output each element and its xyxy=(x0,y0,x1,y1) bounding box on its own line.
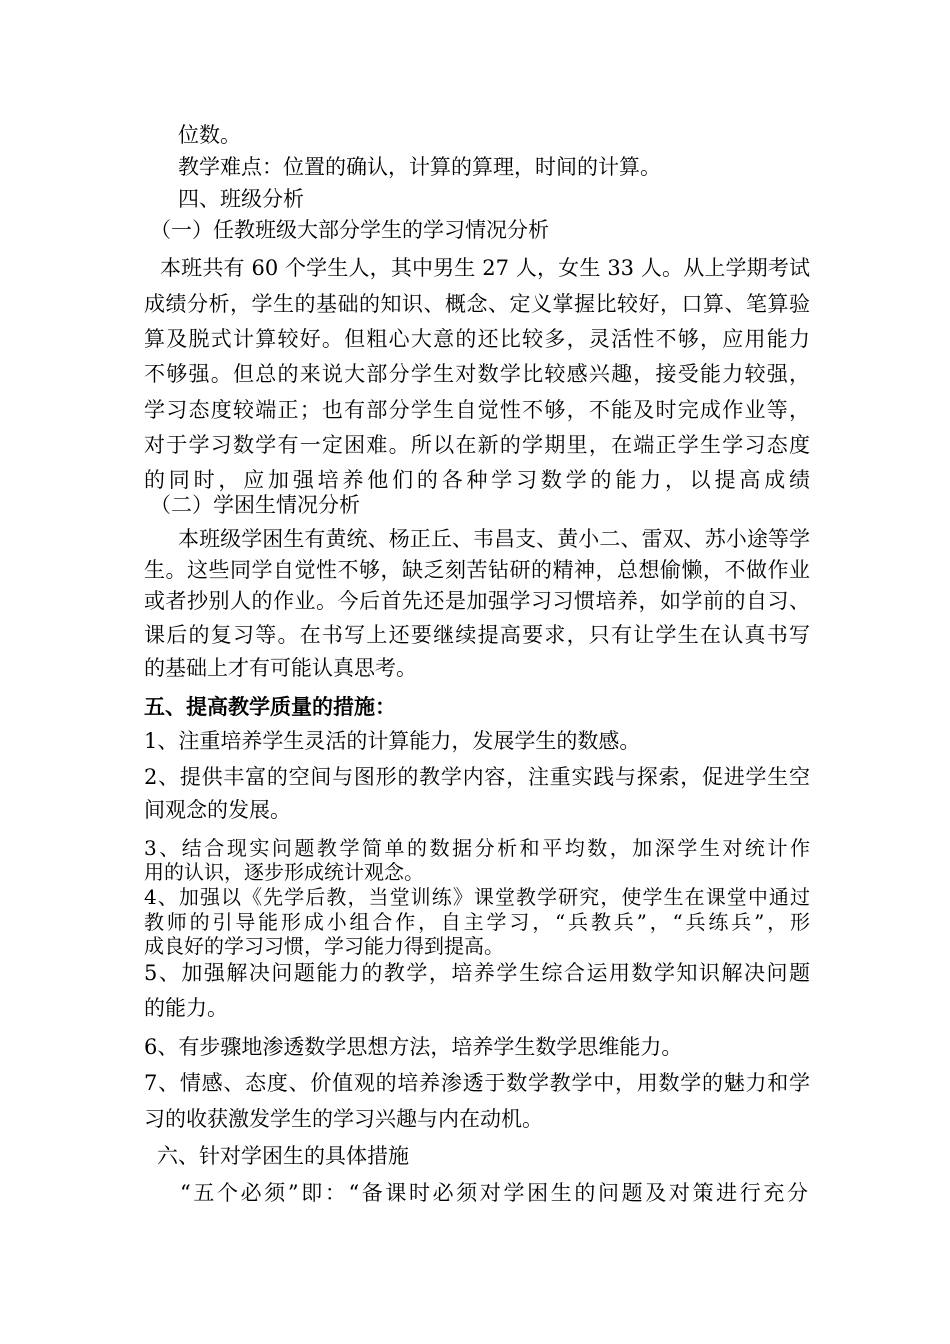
list-item-continuation: 的能力。 xyxy=(144,996,228,1020)
list-item: 4、加强以《先学后教，当堂训练》课堂教学研究，使学生在课堂中通过 xyxy=(144,885,810,909)
list-item: 5、加强解决问题能力的教学，培养学生综合运用数学知识解决问题 xyxy=(144,961,810,985)
subsection-heading: （一）任教班级大部分学生的学习情况分析 xyxy=(150,218,549,242)
text-line: 本班共有 60 个学生人，其中男生 27 人，女生 33 人。从上学期考试 xyxy=(160,256,810,280)
text-line: “五个必须”即：“备课时必须对学困生的问题及对策进行充分 xyxy=(180,1181,808,1205)
text-line: 不够强。但总的来说大部分学生对数学比较感兴趣，接受能力较强， xyxy=(144,362,810,386)
list-item-continuation: 教师的引导能形成小组合作，自主学习，“兵教兵”，“兵练兵”，形 xyxy=(144,910,810,934)
list-item: 2、提供丰富的空间与图形的教学内容，注重实践与探索，促进学生空 xyxy=(144,765,810,789)
section-heading: 四、班级分析 xyxy=(178,187,304,211)
text-line: 算及脱式计算较好。但粗心大意的还比较多，灵活性不够，应用能力 xyxy=(144,327,810,351)
list-item-continuation: 成良好的学习习惯，学习能力得到提高。 xyxy=(144,934,504,958)
text-line: 学习态度较端正；也有部分学生自觉性不够，不能及时完成作业等， xyxy=(144,398,810,422)
section-heading: 六、针对学困生的具体措施 xyxy=(157,1144,409,1168)
text-line: 教学难点：位置的确认，计算的算理，时间的计算。 xyxy=(178,155,661,179)
text-line: 课后的复习等。在书写上还要继续提高要求，只有让学生在认真书写 xyxy=(144,623,810,647)
list-item: 3、结合现实问题教学简单的数据分析和平均数，加深学生对统计作 xyxy=(144,836,810,860)
list-item-continuation: 用的认识，逐步形成统计观念。 xyxy=(144,860,424,884)
list-item: 7、情感、态度、价值观的培养渗透于数学教学中，用数学的魅力和学 xyxy=(144,1071,810,1095)
list-item-continuation: 间观念的发展。 xyxy=(144,798,291,822)
section-heading: 五、提高教学质量的措施： xyxy=(144,694,396,719)
text-line: 对于学习数学有一定困难。所以在新的学期里，在端正学生学习态度 xyxy=(144,433,810,457)
text-line: 的基础上才有可能认真思考。 xyxy=(144,656,417,680)
list-item: 1、注重培养学生灵活的计算能力，发展学生的数感。 xyxy=(144,729,641,753)
text-line: 成绩分析，学生的基础的知识、概念、定义掌握比较好，口算、笔算验 xyxy=(144,292,810,316)
text-line: 位数。 xyxy=(178,123,241,147)
text-line: 的同时，应加强培养他们的各种学习数学的能力，以提高成绩 xyxy=(144,468,810,492)
text-line: 生。这些同学自觉性不够，缺乏刻苦钻研的精神，总想偷懒，不做作业 xyxy=(144,558,810,582)
text-line: 或者抄别人的作业。今后首先还是加强学习习惯培养，如学前的自习、 xyxy=(144,589,810,613)
text-line: 本班级学困生有黄统、杨正丘、韦昌支、黄小二、雷双、苏小途等学 xyxy=(178,527,810,551)
list-item-continuation: 习的收获激发学生的学习兴趣与内在动机。 xyxy=(144,1107,543,1131)
list-item: 6、有步骤地渗透数学思想方法，培养学生数学思维能力。 xyxy=(144,1035,683,1059)
subsection-heading: （二）学困生情况分析 xyxy=(150,493,360,517)
